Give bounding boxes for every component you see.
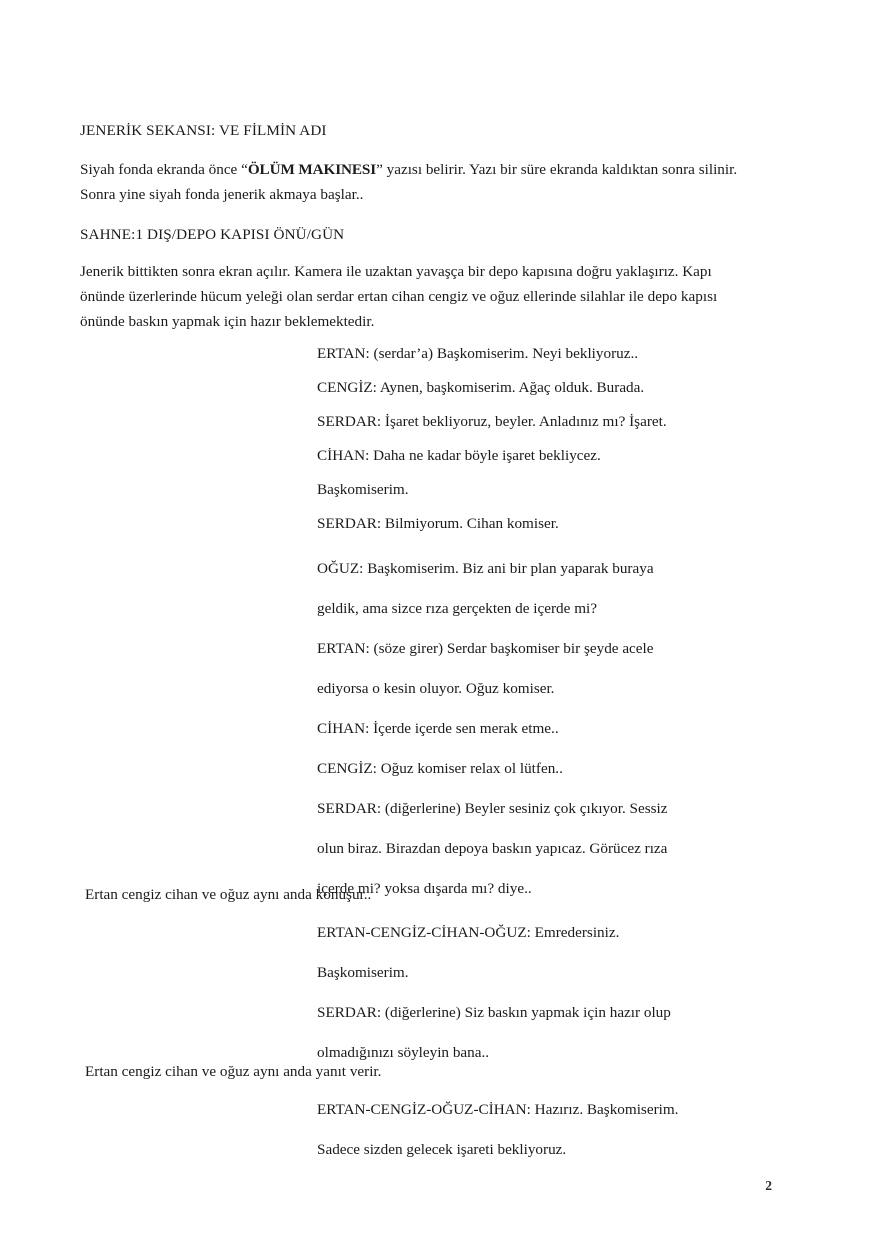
dialogue-block-4 (317, 1090, 767, 1170)
action-line-simultaneous-speech: Ertan cengiz cihan ve oğuz aynı anda konuşur.. (85, 886, 372, 903)
action-paragraph-credits (80, 157, 760, 207)
dialogue-line: CENGİZ: Oğuz komiser relax ol lütfen.. (317, 760, 563, 777)
dialogue-block-1 (317, 337, 767, 541)
page-number: 2 (765, 1178, 772, 1193)
dialogue-line: Sadece sizden gelecek işareti bekliyoruz. (317, 1141, 567, 1158)
dialogue-line: SERDAR: Bilmiyorum. Cihan komiser. (317, 515, 559, 532)
dialogue-line: CENGİZ: Aynen, başkomiserim. Ağaç olduk. Burada. (317, 379, 645, 396)
paragraph-1-lead: Siyah fonda ekranda önce “ (80, 161, 248, 178)
action-line-simultaneous-reply: Ertan cengiz cihan ve oğuz aynı anda yanıt verir. (85, 1063, 382, 1080)
dialogue-line: SERDAR: İşaret bekliyoruz, beyler. Anladınız mı? İşaret. (317, 413, 667, 430)
dialogue-line: ERTAN-CENGİZ-OĞUZ-CİHAN: Hazırız. Başkomiserim. (317, 1101, 679, 1118)
dialogue-line: geldik, ama sizce rıza gerçekten de içerde mi? (317, 600, 597, 617)
dialogue-line: içerde mi? yoksa dışarda mı? diye.. (317, 880, 532, 897)
dialogue-line: SERDAR: (diğerlerine) Siz baskın yapmak için hazır olup (317, 1004, 671, 1021)
dialogue-line: olmadığınızı söyleyin bana.. (317, 1044, 490, 1061)
dialogue-line: CİHAN: Daha ne kadar böyle işaret bekliycez. (317, 447, 601, 464)
scene-heading-scene-1: SAHNE:1 DIŞ/DEPO KAPISI ÖNÜ/GÜN (80, 226, 345, 243)
dialogue-line: ERTAN: (serdar’a) Başkomiserim. Neyi bekliyoruz.. (317, 345, 639, 362)
dialogue-block-3 (317, 913, 767, 1073)
dialogue-line: Başkomiserim. (317, 964, 409, 981)
dialogue-line: Başkomiserim. (317, 481, 409, 498)
dialogue-line: olun biraz. Birazdan depoya baskın yapıcaz. Görücez rıza (317, 840, 668, 857)
scene-heading-credits: JENERİK SEKANSI: VE FİLMİN ADI (80, 122, 327, 139)
dialogue-line: ediyorsa o kesin oluyor. Oğuz komiser. (317, 680, 555, 697)
dialogue-line: ERTAN-CENGİZ-CİHAN-OĞUZ: Emredersiniz. (317, 924, 620, 941)
dialogue-line: ERTAN: (söze girer) Serdar başkomiser bir şeyde acele (317, 640, 654, 657)
action-paragraph-scene-1: Jenerik bittikten sonra ekran açılır. Kamera ile uzaktan yavaşça bir depo kapısına doğru yaklaşırız. Kapı önünde üzerlerinde hücum yeleği olan serdar ertan cihan cengiz ve oğuz ellerinde silahlar ile depo kapısı önünde baskın yapmak için hazır beklemektedir. (80, 263, 718, 330)
paragraph-1-tail: ” yazısı belirir. Yazı bir süre ekranda kaldıktan sonra silinir. Sonra yine siyah fonda jenerik akmaya başlar.. (80, 161, 738, 203)
dialogue-line: CİHAN: İçerde içerde sen merak etme.. (317, 720, 559, 737)
dialogue-block-2 (317, 549, 767, 909)
dialogue-line: OĞUZ: Başkomiserim. Biz ani bir plan yaparak buraya (317, 560, 654, 577)
dialogue-line: SERDAR: (diğerlerine) Beyler sesiniz çok çıkıyor. Sessiz (317, 800, 668, 817)
film-title-bold: ÖLÜM MAKINESI (247, 161, 377, 178)
